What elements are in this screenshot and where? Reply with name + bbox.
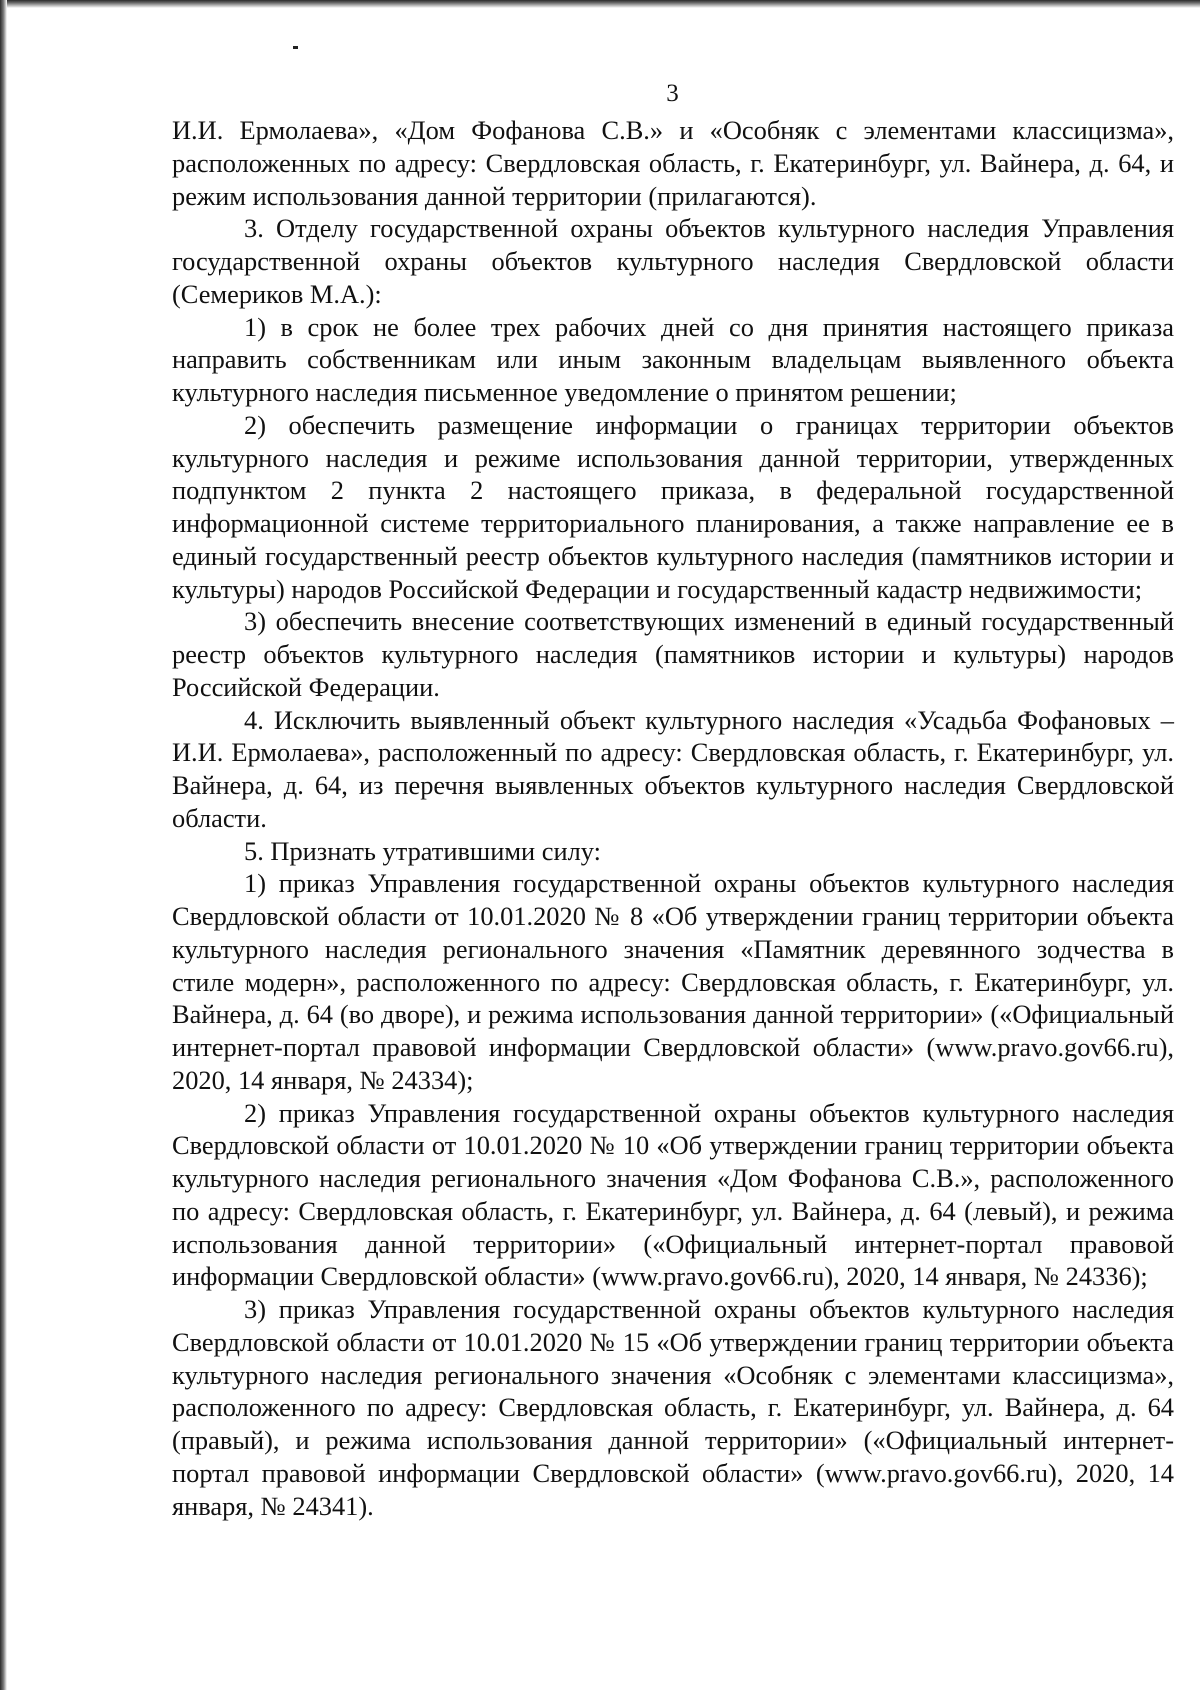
page-number: 3 [666,80,679,107]
paragraph-item-5: 5. Признать утратившими силу: [244,835,601,866]
paragraph-item-5-3: 3) приказ Управления государственной охраны объектов культурного наследия Свердловской области от 10.01.2020 № 15 «Об утверждении границ территории объекта культурного наследия регионального значения «Особняк с элементами классицизма», расположенного по адресу: Свердловская область, г. Екатеринбург, ул. Вайнера, д. 64 (правый), и режима использования данной территории» («Официальный интернет-портал правовой информации Свердловской области» (www.pravo.gov66.ru), 2020, 14 января, № 24341). [172,1294,1174,1521]
paragraph-continuation: И.И. Ермолаева», «Дом Фофанова С.В.» и «Особняк с элементами классицизма», расположенных по адресу: Свердловская область, г. Екатеринбург, ул. Вайнера, д. 64, и режим использования данной территории (прилагаются). [172,115,1174,211]
paragraph-item-5-2: 2) приказ Управления государственной охраны объектов культурного наследия Свердловской области от 10.01.2020 № 10 «Об утверждении границ территории объекта культурного наследия регионального значения «Дом Фофанова С.В.», расположенного по адресу: Свердловская область, г. Екатеринбург, ул. Вайнера, д. 64 (левый), и режима использования данной территории» («Официальный интернет-портал правовой информации Свердловской области» (www.pravo.gov66.ru), 2020, 14 января, № 24336); [172,1097,1174,1292]
paragraph-item-3-3: 3) обеспечить внесение соответствующих изменений в единый государственный реестр объектов культурного наследия (памятников истории и культуры) народов Российской Федерации. [172,606,1174,702]
paragraph-item-3-1: 1) в срок не более трех рабочих дней со дня принятия настоящего приказа направить собственникам или иным законным владельцам выявленного объекта культурного наследия письменное уведомление о принятом решении; [172,311,1174,407]
document-body [172,114,1174,1522]
scan-speck [293,46,298,49]
paragraph-item-3: 3. Отделу государственной охраны объектов культурного наследия Управления государственной охраны объектов культурного наследия Свердловской области (Семериков М.А.): [172,213,1174,309]
paragraph-item-4: 4. Исключить выявленный объект культурного наследия «Усадьба Фофановых – И.И. Ермолаева», расположенный по адресу: Свердловская область, г. Екатеринбург, ул. Вайнера, д. 64, из перечня выявленных объектов культурного наследия Свердловской области. [172,704,1174,833]
scan-left-edge [0,0,7,1690]
scan-top-edge [0,0,1200,8]
paragraph-item-3-2: 2) обеспечить размещение информации о границах территории объектов культурного наследия и режиме использования данной территории, утвержденных подпунктом 2 пункта 2 настоящего приказа, в федеральной государственной информационной системе территориального планирования, а также направление ее в единый государственный реестр объектов культурного наследия (памятников истории и культуры) народов Российской Федерации и государственный кадастр недвижимости; [172,409,1174,604]
paragraph-item-5-1: 1) приказ Управления государственной охраны объектов культурного наследия Свердловской области от 10.01.2020 № 8 «Об утверждении границ территории объекта культурного наследия регионального значения «Памятник деревянного зодчества в стиле модерн», расположенного по адресу: Свердловская область, г. Екатеринбург, ул. Вайнера, д. 64 (во дворе), и режима использования данной территории» («Официальный интернет-портал правовой информации Свердловской области» (www.pravo.gov66.ru), 2020, 14 января, № 24334); [172,868,1174,1095]
